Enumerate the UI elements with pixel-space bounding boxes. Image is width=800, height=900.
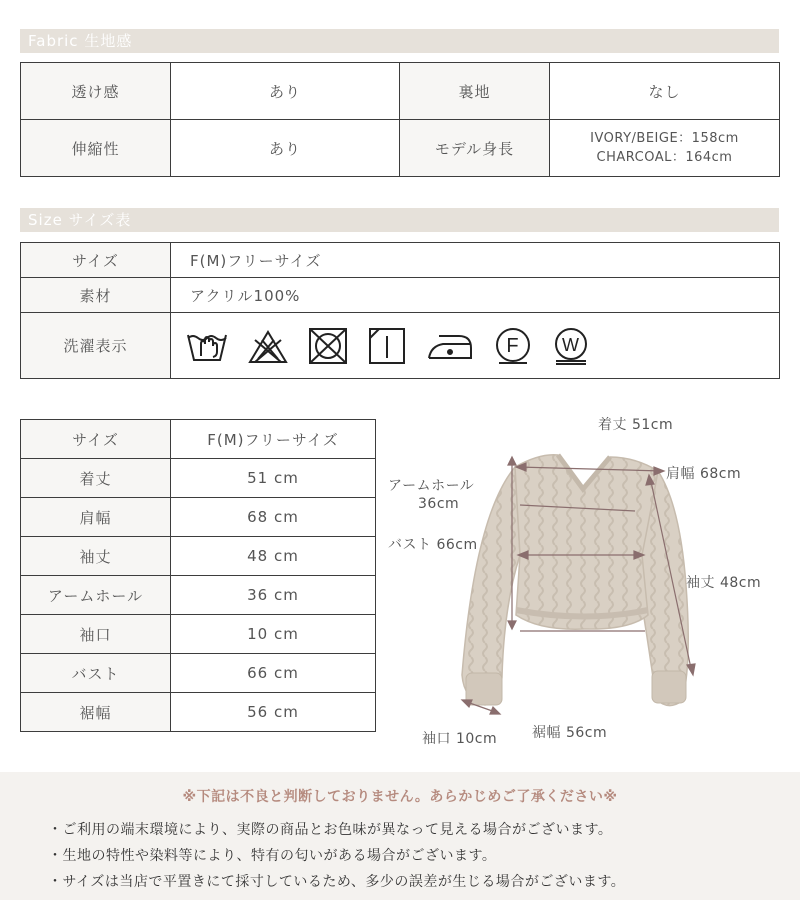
table-row xyxy=(21,459,376,498)
measure-value: 56 cm xyxy=(171,693,376,732)
table-row xyxy=(21,278,780,313)
table-row xyxy=(21,693,376,732)
label-cuff: 袖口 10cm xyxy=(422,731,498,747)
label-bust: バスト 66cm xyxy=(388,537,478,553)
notice-line: ・ご利用の端末環境により、実際の商品とお色味が異なって見える場合がございます。 xyxy=(48,822,613,838)
table-row xyxy=(21,63,780,120)
measure-value: 10 cm xyxy=(171,615,376,654)
measure-label: バスト xyxy=(21,654,171,693)
label-armhole-value: 36cm xyxy=(418,496,460,512)
table-row xyxy=(21,537,376,576)
table-row xyxy=(21,615,376,654)
measure-header-value: F(M)フリーサイズ xyxy=(171,420,376,459)
no-bleach-icon xyxy=(247,326,289,366)
measure-label: 袖丈 xyxy=(21,537,171,576)
no-tumble-dry-icon xyxy=(307,326,349,366)
label-length: 着丈 51cm xyxy=(598,417,674,433)
low-iron-icon xyxy=(425,326,475,366)
wet-clean-w-icon xyxy=(551,326,591,366)
measure-value: 48 cm xyxy=(171,537,376,576)
lining-label: 裏地 xyxy=(400,63,550,120)
material-value: アクリル100% xyxy=(171,278,780,313)
stretch-value: あり xyxy=(171,120,400,177)
notice-title: ※下記は不良と判断しておりません。あらかじめご了承ください※ xyxy=(182,789,618,805)
sheerness-value: あり xyxy=(171,63,400,120)
measure-label: 袖口 xyxy=(21,615,171,654)
size-info-table xyxy=(20,242,780,379)
table-row xyxy=(21,313,780,379)
fabric-table xyxy=(20,62,780,177)
model-height-ivory: IVORY/BEIGE：158cm xyxy=(590,131,739,146)
care-icons xyxy=(171,326,779,366)
measure-header-label: サイズ xyxy=(21,420,171,459)
measure-label: 裾幅 xyxy=(21,693,171,732)
model-height-value xyxy=(550,120,780,177)
size-label: サイズ xyxy=(21,243,171,278)
measure-value: 51 cm xyxy=(171,459,376,498)
table-header-row xyxy=(21,420,376,459)
notice-line: ・サイズは当店で平置きにて採寸しているため、多少の誤差が生じる場合がございます。 xyxy=(48,874,626,890)
measurement-table xyxy=(20,419,376,732)
notice-line: ・生地の特性や染料等により、特有の匂いがある場合がございます。 xyxy=(48,848,497,864)
sweater-body xyxy=(462,455,688,706)
table-row xyxy=(21,498,376,537)
stretch-label: 伸縮性 xyxy=(21,120,171,177)
measure-value: 66 cm xyxy=(171,654,376,693)
notice-box xyxy=(0,772,800,900)
table-row xyxy=(21,120,780,177)
table-row xyxy=(21,243,780,278)
measure-value: 36 cm xyxy=(171,576,376,615)
lining-value: なし xyxy=(550,63,780,120)
label-sleeve: 袖丈 48cm xyxy=(686,575,762,591)
dry-clean-letter: F xyxy=(506,334,520,357)
model-height-charcoal: CHARCOAL：164cm xyxy=(596,150,733,165)
fabric-section-header xyxy=(20,29,779,53)
size-value: F(M)フリーサイズ xyxy=(171,243,780,278)
measure-value: 68 cm xyxy=(171,498,376,537)
measure-label: アームホール xyxy=(21,576,171,615)
measure-label: 肩幅 xyxy=(21,498,171,537)
label-hem: 裾幅 56cm xyxy=(532,725,608,741)
size-section-header xyxy=(20,208,779,232)
measure-label: 着丈 xyxy=(21,459,171,498)
table-row xyxy=(21,654,376,693)
sheerness-label: 透け感 xyxy=(21,63,171,120)
fabric-section-title: Fabric 生地感 xyxy=(28,32,133,50)
table-row xyxy=(21,576,376,615)
label-shoulder: 肩幅 68cm xyxy=(666,466,742,482)
wet-clean-letter: W xyxy=(562,334,580,355)
line-dry-shade-icon xyxy=(367,326,407,366)
care-icons-cell xyxy=(171,313,780,379)
measurement-diagram xyxy=(380,405,800,755)
size-section-title: Size サイズ表 xyxy=(28,211,132,229)
hand-wash-icon xyxy=(185,326,229,366)
dry-clean-f-icon xyxy=(493,326,533,366)
label-armhole: アームホール xyxy=(388,478,475,494)
model-height-label: モデル身長 xyxy=(400,120,550,177)
material-label: 素材 xyxy=(21,278,171,313)
care-label: 洗濯表示 xyxy=(21,313,171,379)
